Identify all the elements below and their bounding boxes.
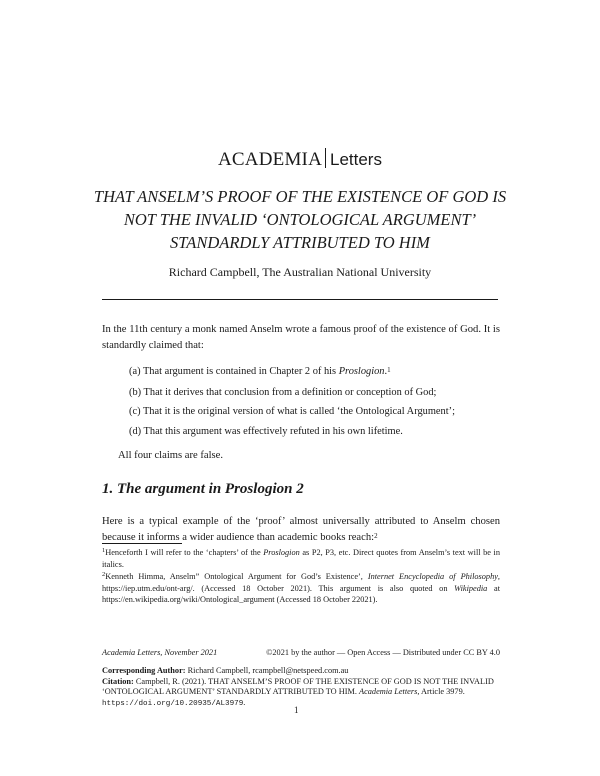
section-heading: 1. The argument in Proslogion 2 (102, 481, 304, 497)
citation: Citation: Campbell, R. (2021). THAT ANSELM’S PROOF OF THE EXISTENCE OF GOD IS NOT THE INVALID ‘ONTOLOGICAL ARGUMENT’ STANDARDLY ATTRIBUTED TO HIM. Academia Letters, Article 3979. https://doi.org/10.20935/AL3979. (102, 676, 494, 708)
corresponding-author: Corresponding Author: Richard Campbell, rcampbell@netspeed.com.au (102, 666, 349, 675)
intro-paragraph: In the 11th century a monk named Anselm wrote a famous proof of the existence of God. It is standardly claimed that: (102, 324, 500, 351)
doi-link[interactable]: https://doi.org/10.20935/AL3979 (102, 699, 244, 708)
claim-a: (a) That argument is contained in Chapter 2 of his Proslogion.$^1$ (129, 366, 391, 377)
journal-brand (0, 148, 600, 172)
correspondence-block (102, 666, 500, 709)
brand-name: ACADEMIA (218, 149, 322, 170)
author-line: Richard Campbell, The Australian National University (168, 265, 432, 279)
footnote-ref-2[interactable]: 2 (374, 532, 378, 540)
brand-separator (325, 148, 326, 168)
footnote-divider (102, 543, 182, 544)
claim-c: (c) That it is the original version of what is called ‘the Ontological Argument’; (129, 406, 455, 417)
all-false-statement: All four claims are false. (118, 450, 224, 461)
footnote-ref-1[interactable]: 1 (387, 366, 391, 374)
footnote-2: $^2$Kenneth Himma, Anselm” Ontological Argument for God’s Existence’, Internet Encyclopedia of Philosophy, https://iep.utm.edu/ont-arg/. (Accessed 18 October 2021). This argument is also quoted on Wikipedia at https://en.wikipedia.org/wiki/Ontological_argument (Accessed 18 October 22021). (102, 571, 500, 604)
claim-d: (d) That this argument was effectively refuted in his own lifetime. (129, 426, 403, 437)
footer-license: ©2021 by the author — Open Access — Distributed under CC BY 4.0 (266, 648, 500, 657)
claim-b: (b) That it derives that conclusion from a definition or conception of God; (129, 387, 437, 398)
title-divider (102, 299, 498, 300)
footer-journal: Academia Letters, November 2021 (102, 648, 218, 657)
paper-title: THAT ANSELM’S PROOF OF THE EXISTENCE OF GOD IS NOT THE INVALID ‘ONTOLOGICAL ARGUMENT’ STANDARDLY ATTRIBUTED TO HIM (93, 187, 507, 252)
footnote-1: $^1$Henceforth I will refer to the ‘chapters’ of the Proslogion as P2, P3, etc. Direct quotes from Anselm’s text will be in italics. (102, 547, 501, 569)
section-paragraph: Here is a typical example of the ‘proof’ almost universally attributed to Anselm chosen because it informs a wider audience than academic books reach:$^2$ (102, 516, 500, 543)
page-number: 1 (294, 705, 299, 715)
brand-section: Letters (330, 150, 382, 169)
